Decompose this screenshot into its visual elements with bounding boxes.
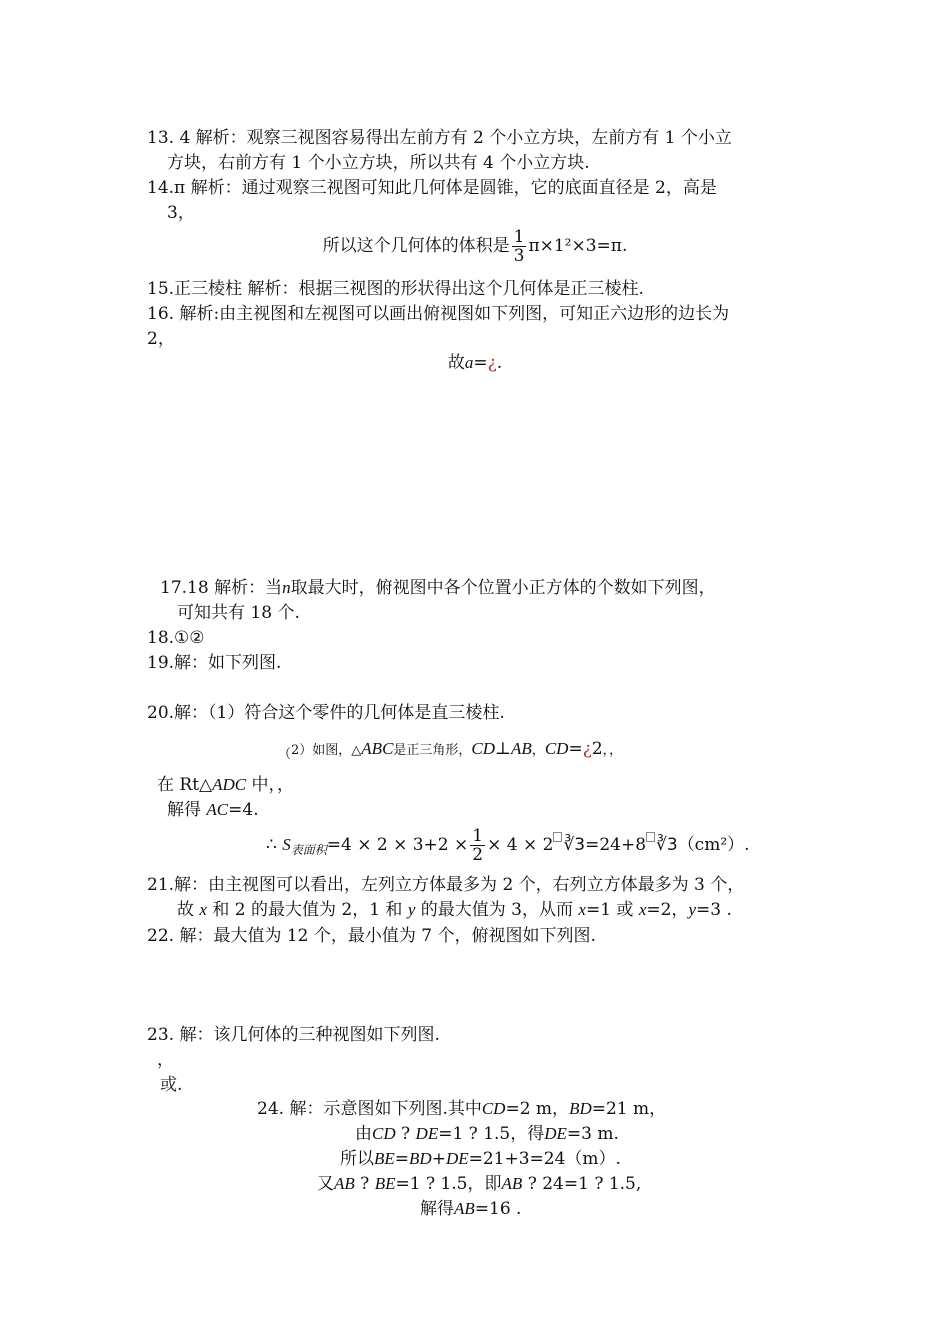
q24-bd: BD xyxy=(569,1099,592,1118)
q20-cd: CD xyxy=(471,739,496,758)
q20-surface-a: =4 × 2 × 3+2 × xyxy=(326,835,469,855)
q16-garbled: ¿ xyxy=(487,353,497,373)
q20-solve-prefix: 解得 xyxy=(167,800,207,820)
q20-half-denominator: 2 xyxy=(472,845,484,865)
q17-line1-a: 17.18 解析：当 xyxy=(160,578,283,598)
q24-de3: DE xyxy=(445,1149,469,1168)
q16-line1: 16. 解析:由主视图和左视图可以画出俯视图如下列图，可知正六边形的边长为 xyxy=(147,304,730,324)
q22-line1: 22. 解：最大值为 12 个，最小值为 7 个，俯视图如下列图. xyxy=(147,926,596,946)
q14-fraction-numerator: 1 xyxy=(513,227,525,247)
q13-line1: 13. 4 解析：观察三视图容易得出左前方有 2 个小立方块，左前方有 1 个小立 xyxy=(147,128,732,148)
q21-line2-d: =1 或 xyxy=(585,900,639,920)
q16-result xyxy=(0,351,950,375)
q24-cd2: CD xyxy=(372,1124,396,1143)
q20-ac: AC xyxy=(206,800,229,819)
q24-ab3: AB xyxy=(454,1199,475,1218)
q20-surface-formula xyxy=(266,827,750,864)
q24-l4-a: 又 xyxy=(317,1174,334,1194)
q20-rt-prefix: 在 Rt△ xyxy=(157,775,213,795)
q21-x2: x xyxy=(578,900,586,919)
q16-result-prefix: 故 xyxy=(447,353,465,373)
q24-line4 xyxy=(317,1172,641,1196)
q21-line2 xyxy=(177,898,732,922)
q23-line1: 23. 解：该几何体的三种视图如下列图. xyxy=(147,1025,440,1045)
q20-adc: ADC xyxy=(212,775,247,794)
q20-part2 xyxy=(278,737,622,767)
q14-fraction xyxy=(512,228,527,265)
q18-line1: 18.①② xyxy=(147,628,205,648)
q20-solve-suffix: =4. xyxy=(228,800,259,820)
q17-line1-b: 取最大时，俯视图中各个位置小正方体的个数如下列图， xyxy=(290,578,716,598)
q21-y1: y xyxy=(407,900,416,919)
q14-volume xyxy=(0,228,950,265)
q24-l1-a: 24. 解：示意图如下列图.其中 xyxy=(257,1099,482,1119)
q24-l5-b: =16 . xyxy=(474,1199,522,1219)
q20-half-numerator: 1 xyxy=(472,826,484,846)
q24-ab2: AB xyxy=(501,1174,523,1193)
q14-fraction-denominator: 3 xyxy=(513,246,525,266)
q21-line2-f: =3 . xyxy=(695,900,732,920)
q24-de: DE xyxy=(415,1124,439,1143)
q19-line1: 19.解：如下列图. xyxy=(147,653,282,673)
q20-sqrt3-2: ∛3 xyxy=(656,835,678,855)
q20-perp: ⊥ xyxy=(495,739,512,759)
q24-l2-a: 由 xyxy=(355,1124,372,1144)
q20-rt-suffix: 中，， xyxy=(246,775,295,795)
q24-l3-d: =21+3=24（m）. xyxy=(468,1149,621,1169)
q24-l3-c: + xyxy=(431,1149,446,1169)
q24-l3-a: 所以 xyxy=(340,1149,374,1169)
q20-line1: 20.解：（1）符合这个零件的几何体是直三棱柱. xyxy=(147,703,505,723)
q17-var-n: n xyxy=(282,578,291,597)
q21-line2-b: 和 2 的最大值为 2，1 和 xyxy=(206,900,408,920)
q21-y2: y xyxy=(688,900,696,919)
q20-cd2: CD xyxy=(544,739,569,758)
q21-line2-a: 故 xyxy=(177,900,200,920)
q20-half-fraction xyxy=(470,827,485,864)
q20-solve xyxy=(167,798,259,822)
q24-de2: DE xyxy=(544,1124,567,1143)
q20-abc: ABC xyxy=(361,739,394,758)
q21-x3: x xyxy=(638,900,647,919)
q24-l4-b: ? xyxy=(354,1174,375,1194)
q17-line1 xyxy=(160,576,716,600)
q23-line2: ， xyxy=(157,1050,174,1070)
q20-p2-mid: 是正三角形， xyxy=(393,743,472,758)
q14-line2: 3， xyxy=(167,203,195,223)
q20-comma: ， xyxy=(531,743,545,758)
q17-line2: 可知共有 18 个. xyxy=(177,603,300,623)
q24-l4-c: =1 ? 1.5，即 xyxy=(395,1174,502,1194)
q24-cd: CD xyxy=(481,1099,506,1118)
q20-p2-text: 2）如图，△ xyxy=(291,743,362,758)
q24-line3 xyxy=(340,1147,621,1171)
q20-garbled: ¿ xyxy=(582,739,592,759)
q24-l1-c: =21 m， xyxy=(591,1099,667,1119)
q24-line1 xyxy=(257,1097,666,1121)
q20-surface-therefore: ∴ xyxy=(266,835,283,855)
q21-line2-e: =2， xyxy=(646,900,689,920)
q20-surface-c: =24+8 xyxy=(585,835,647,855)
q20-surface-sub: 表面积 xyxy=(290,843,327,857)
q20-eq: = xyxy=(568,739,583,759)
q24-bd2: BD xyxy=(409,1149,432,1168)
placeholder-box-icon xyxy=(553,832,562,842)
q24-line2 xyxy=(355,1122,619,1146)
q20-sqrt3-1: ∛3 xyxy=(563,835,586,855)
q13-line2: 方块，右前方有 1 个小立方块，所以共有 4 个小立方块. xyxy=(167,153,590,173)
q23-line3: 或. xyxy=(160,1075,183,1095)
q24-line5 xyxy=(420,1197,521,1221)
q20-p2-open: （ xyxy=(278,747,292,762)
q20-surface-s: S xyxy=(282,835,291,854)
q24-l2-c: =1 ? 1.5，得 xyxy=(438,1124,545,1144)
q15-line1: 15.正三棱柱 解析：根据三视图的形状得出这个几何体是正三棱柱. xyxy=(147,279,644,299)
q16-eq: = xyxy=(473,353,488,373)
q20-rt xyxy=(157,773,294,797)
q20-p2-end: ，， xyxy=(602,743,623,758)
q21-line1: 21.解：由主视图可以看出，左列立方体最多为 2 个，右列立方体最多为 3 个， xyxy=(147,875,745,895)
q14-line1: 14.π 解析：通过观察三视图可知此几何体是圆锥，它的底面直径是 2，高是 xyxy=(147,178,717,198)
q24-ab: AB xyxy=(334,1174,355,1193)
q16-var-a: a xyxy=(464,353,474,372)
q14-volume-prefix: 所以这个几何体的体积是 xyxy=(322,236,510,256)
q24-l2-d: =3 m. xyxy=(566,1124,619,1144)
q21-line2-c: 的最大值为 3，从而 xyxy=(415,900,579,920)
q24-l1-b: =2 m， xyxy=(505,1099,570,1119)
q20-surface-b: × 4 × 2 xyxy=(487,835,554,855)
q20-surface-unit: （cm²）. xyxy=(677,835,750,855)
q24-l4-d: ? 24=1 ? 1.5, xyxy=(522,1174,642,1194)
q24-be: BE xyxy=(374,1149,395,1168)
q16-result-suffix: . xyxy=(496,353,503,373)
q21-x1: x xyxy=(199,900,207,919)
q24-be2: BE xyxy=(374,1174,396,1193)
q16-line2: 2， xyxy=(147,329,175,349)
q24-l5-a: 解得 xyxy=(420,1199,454,1219)
q14-volume-suffix: π×1²×3=π. xyxy=(528,236,628,256)
q20-ab: AB xyxy=(511,739,532,758)
q20-two: 2 xyxy=(591,739,603,759)
q24-l2-b: ? xyxy=(395,1124,416,1144)
placeholder-box-icon xyxy=(646,832,655,842)
q24-l3-b: = xyxy=(394,1149,410,1169)
